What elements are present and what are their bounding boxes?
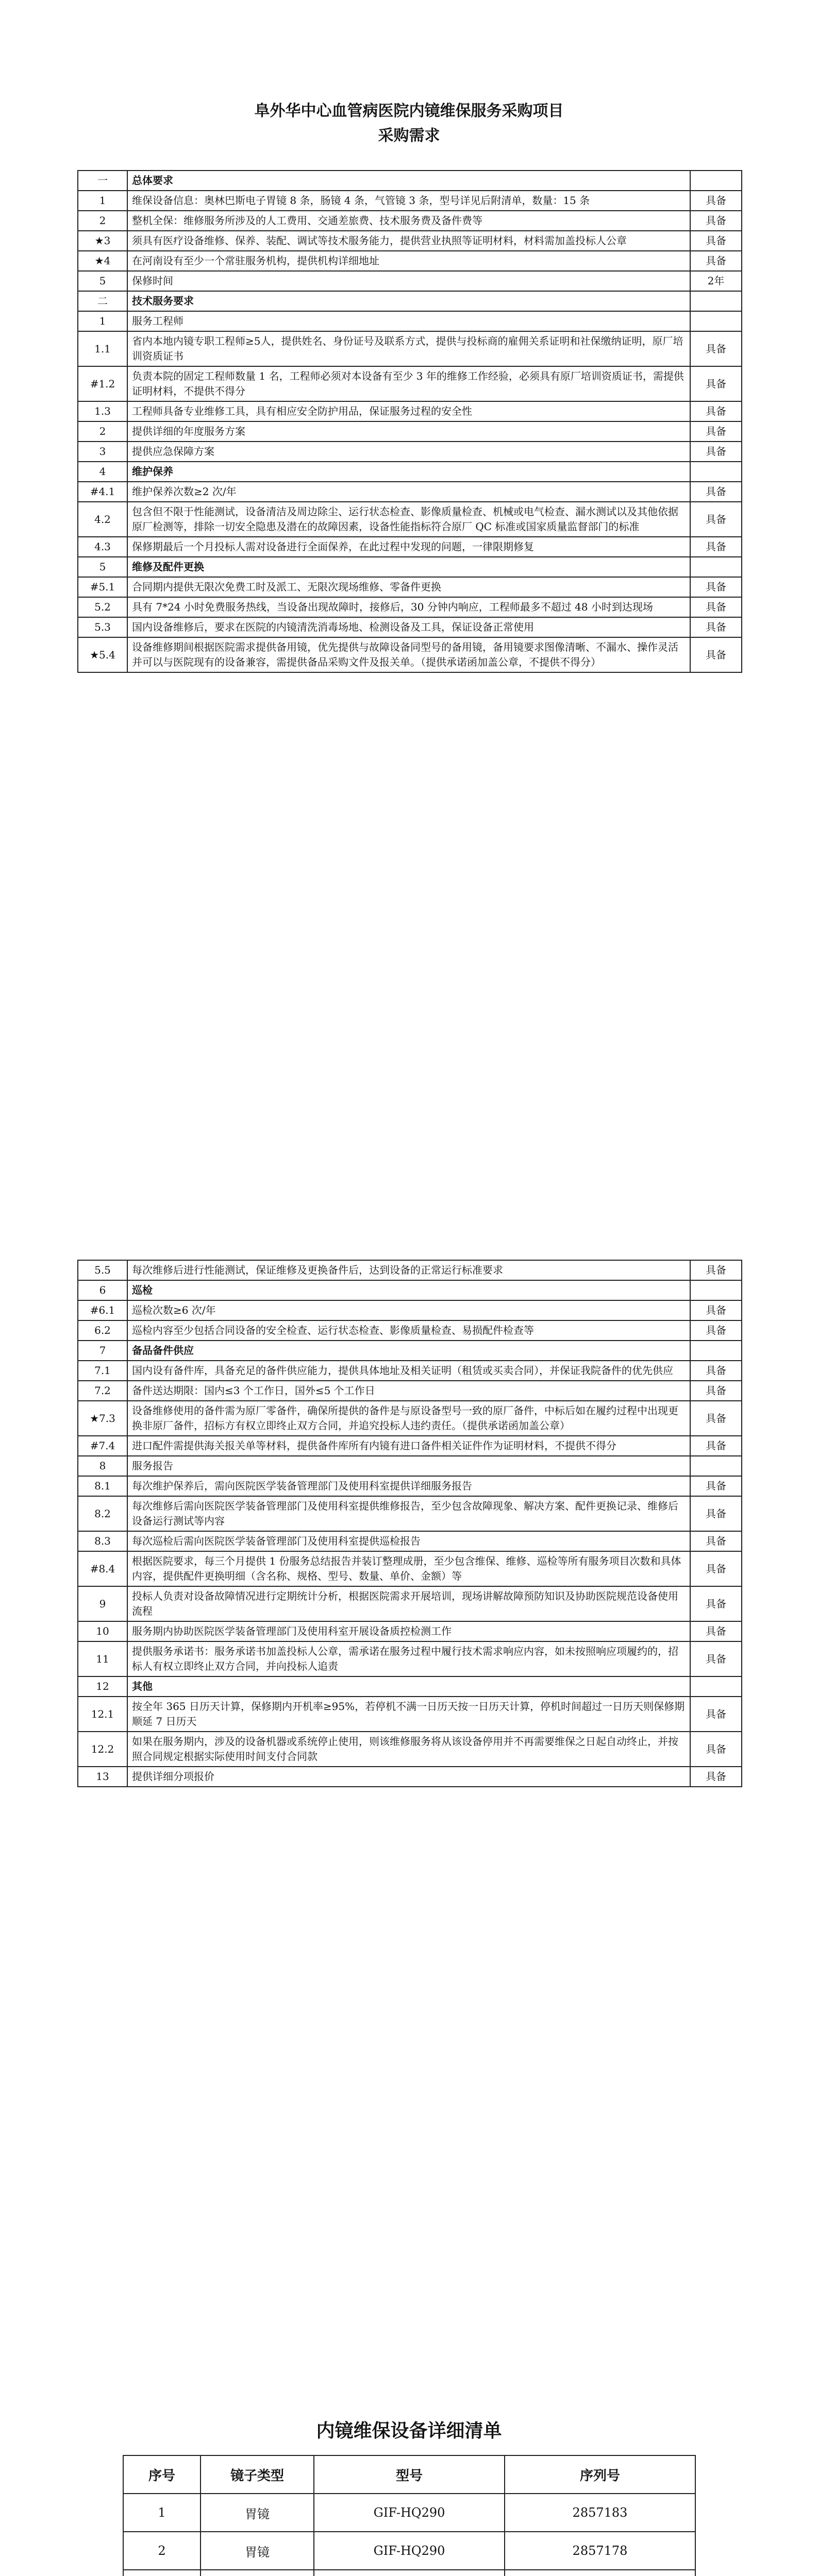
row-index: 1: [123, 2494, 201, 2532]
compliance-status: 具备: [690, 637, 742, 672]
item-number: 9: [78, 1586, 127, 1621]
compliance-status: [690, 557, 742, 577]
item-number: 1: [78, 191, 127, 211]
item-number: 2: [78, 421, 127, 442]
requirement-text: 备件送达期限：国内≤3 个工作日，国外≤5 个工作日: [127, 1381, 690, 1401]
requirement-text: 提供服务承诺书：服务承诺书加盖投标人公章，需承诺在服务过程中履行技术需求响应内容，如未按照响应项履约的，招标人有权立即终止双方合同，并向投标人追责: [127, 1641, 690, 1676]
compliance-status: 具备: [690, 211, 742, 231]
item-number: #8.4: [78, 1551, 127, 1586]
compliance-status: 具备: [690, 502, 742, 537]
compliance-status: 具备: [690, 331, 742, 366]
requirement-row: [78, 1697, 742, 1732]
requirement-row: [78, 482, 742, 502]
compliance-status: [690, 1676, 742, 1697]
section-row: [78, 291, 742, 311]
requirement-row: [78, 231, 742, 251]
compliance-status: 具备: [690, 251, 742, 271]
item-number: 5: [78, 271, 127, 291]
compliance-status: 具备: [690, 1697, 742, 1732]
compliance-status: 具备: [690, 1621, 742, 1641]
requirement-row: [78, 1361, 742, 1381]
row-index: 2: [123, 2532, 201, 2570]
item-number: 2: [78, 211, 127, 231]
serial-number: [505, 2570, 695, 2576]
requirement-row: [78, 401, 742, 421]
compliance-status: 具备: [690, 1260, 742, 1280]
compliance-status: 2年: [690, 271, 742, 291]
equipment-table: [123, 2455, 696, 2576]
requirement-text: 每次维修后进行性能测试，保证维修及更换备件后，达到设备的正常运行标准要求: [127, 1260, 690, 1280]
section-row: [78, 1341, 742, 1361]
item-number: #1.2: [78, 366, 127, 401]
requirement-row: [78, 1300, 742, 1320]
requirement-text: 包含但不限于性能测试，设备清洁及周边除尘、运行状态检查、影像质量检查、机械或电气检查、漏水测试以及其他依据原厂检测等，排除一切安全隐患及潜在的故障因素，设备性能指标符合原厂 QC 标准或国家质量监督部门的标准: [127, 502, 690, 537]
compliance-status: 具备: [690, 1732, 742, 1767]
requirement-row: [78, 331, 742, 366]
compliance-status: 具备: [690, 231, 742, 251]
serial-number: 2857183: [505, 2494, 695, 2532]
section-row: [78, 1280, 742, 1300]
item-number: 4: [78, 462, 127, 482]
item-number: 5.2: [78, 597, 127, 617]
requirement-text: 每次维修后需向医院医学装备管理部门及使用科室提供维修报告，至少包含故障现象、解决方案、配件更换记录、维修后设备运行测试等内容: [127, 1496, 690, 1531]
requirement-text: 提供应急保障方案: [127, 442, 690, 462]
requirement-text: 备品备件供应: [127, 1341, 690, 1361]
requirement-text: 国内设备维修后，要求在医院的内镜清洗消毒场地、检测设备及工具，保证设备正常使用: [127, 617, 690, 637]
requirement-text: 整机全保：维修服务所涉及的人工费用、交通差旅费、技术服务费及备件费等: [127, 211, 690, 231]
scope-type: 胃镜: [201, 2494, 314, 2532]
item-number: 7.1: [78, 1361, 127, 1381]
compliance-status: [690, 462, 742, 482]
compliance-status: 具备: [690, 1476, 742, 1496]
item-number: 3: [78, 442, 127, 462]
requirement-row: [78, 537, 742, 557]
requirement-row: [78, 1401, 742, 1436]
requirement-row: [78, 421, 742, 442]
requirement-text: 维修及配件更换: [127, 557, 690, 577]
requirement-row: [78, 1586, 742, 1621]
item-number: 1.3: [78, 401, 127, 421]
compliance-status: [690, 1341, 742, 1361]
item-number: 4.2: [78, 502, 127, 537]
equipment-row: [123, 2570, 695, 2576]
requirement-row: [78, 1436, 742, 1456]
requirement-row: [78, 271, 742, 291]
equipment-row: [123, 2532, 695, 2570]
requirement-row: [78, 442, 742, 462]
item-number: 5.5: [78, 1260, 127, 1280]
requirements-table-part-1: [77, 170, 742, 673]
compliance-status: 具备: [690, 617, 742, 637]
header-serial: 序列号: [505, 2455, 695, 2494]
compliance-status: 具备: [690, 577, 742, 597]
item-number: 一: [78, 171, 127, 191]
compliance-status: 具备: [690, 1381, 742, 1401]
requirement-text: 进口配件需提供海关报关单等材料，提供备件库所有内镜有进口备件相关证件作为证明材料，不提供不得分: [127, 1436, 690, 1456]
compliance-status: 具备: [690, 1551, 742, 1586]
item-number: 8: [78, 1456, 127, 1476]
requirement-row: [78, 1456, 742, 1476]
requirement-row: [78, 191, 742, 211]
requirement-text: 服务工程师: [127, 311, 690, 331]
requirement-text: 其他: [127, 1676, 690, 1697]
compliance-status: [690, 291, 742, 311]
requirement-text: 服务报告: [127, 1456, 690, 1476]
equipment-list-title: 内镜维保设备详细清单: [316, 2420, 502, 2442]
requirement-text: 在河南设有至少一个常驻服务机构，提供机构详细地址: [127, 251, 690, 271]
requirement-text: 设备维修期间根据医院需求提供备用镜，优先提供与故障设备同型号的备用镜，备用镜要求图像清晰、不漏水、操作灵活并可以与医院现有的设备兼容，需提供备品采购文件及报关单。（提供承诺函加盖公章，不提供不得分）: [127, 637, 690, 672]
requirement-text: 每次维护保养后，需向医院医学装备管理部门及使用科室提供详细服务报告: [127, 1476, 690, 1496]
requirement-text: 巡检: [127, 1280, 690, 1300]
requirement-text: 国内设有备件库，具备充足的备件供应能力，提供具体地址及相关证明（租赁或买卖合同），并保证我院备件的优先供应: [127, 1361, 690, 1381]
section-row: [78, 462, 742, 482]
item-number: 7.2: [78, 1381, 127, 1401]
item-number: #5.1: [78, 577, 127, 597]
item-number: ★5.4: [78, 637, 127, 672]
compliance-status: 具备: [690, 1641, 742, 1676]
compliance-status: 具备: [690, 366, 742, 401]
requirement-text: 按全年 365 日历天计算，保修期内开机率≥95%，若停机不满一日历天按一日历天计算，停机时间超过一日历天则保修期顺延 7 日历天: [127, 1697, 690, 1732]
item-number: 12.1: [78, 1697, 127, 1732]
compliance-status: 具备: [690, 1767, 742, 1787]
item-number: 1.1: [78, 331, 127, 366]
section-row: [78, 1676, 742, 1697]
scope-model: GIF-HQ290: [314, 2494, 505, 2532]
item-number: 5.3: [78, 617, 127, 637]
compliance-status: 具备: [690, 442, 742, 462]
section-row: [78, 171, 742, 191]
compliance-status: 具备: [690, 1436, 742, 1456]
item-number: 12: [78, 1676, 127, 1697]
requirement-row: [78, 637, 742, 672]
item-number: 8.1: [78, 1476, 127, 1496]
requirement-text: 提供详细的年度服务方案: [127, 421, 690, 442]
row-index: [123, 2570, 201, 2576]
item-number: #4.1: [78, 482, 127, 502]
requirement-row: [78, 1551, 742, 1586]
requirement-text: 设备维修使用的备件需为原厂零备件，确保所提供的备件是与原设备型号一致的原厂备件，中标后如在履约过程中出现更换非原厂备件，招标方有权立即终止双方合同，并追究投标人违约责任。（提供承诺函加盖公章）: [127, 1401, 690, 1436]
item-number: 8.2: [78, 1496, 127, 1531]
compliance-status: 具备: [690, 1320, 742, 1341]
scope-type: 胃镜: [201, 2532, 314, 2570]
scope-model: [314, 2570, 505, 2576]
compliance-status: 具备: [690, 401, 742, 421]
item-number: 6.2: [78, 1320, 127, 1341]
scope-model: GIF-HQ290: [314, 2532, 505, 2570]
compliance-status: 具备: [690, 191, 742, 211]
requirements-table-part-2: [77, 1260, 742, 1787]
requirement-row: [78, 1381, 742, 1401]
requirement-row: [78, 617, 742, 637]
requirement-row: [78, 1531, 742, 1551]
item-number: ★3: [78, 231, 127, 251]
item-number: ★7.3: [78, 1401, 127, 1436]
requirement-text: 工程师具备专业维修工具，具有相应安全防护用品，保证服务过程的安全性: [127, 401, 690, 421]
header-index: 序号: [123, 2455, 201, 2494]
item-number: #7.4: [78, 1436, 127, 1456]
compliance-status: [690, 1280, 742, 1300]
document-title: 阜外华中心血管病医院内镜维保服务采购项目: [254, 102, 564, 120]
compliance-status: 具备: [690, 421, 742, 442]
section-row: [78, 557, 742, 577]
equipment-row: [123, 2494, 695, 2532]
requirement-text: 须具有医疗设备维修、保养、装配、调试等技术服务能力，提供营业执照等证明材料，材料需加盖投标人公章: [127, 231, 690, 251]
header-model: 型号: [314, 2455, 505, 2494]
item-number: ★4: [78, 251, 127, 271]
requirement-row: [78, 577, 742, 597]
item-number: 10: [78, 1621, 127, 1641]
requirement-text: 每次巡检后需向医院医学装备管理部门及使用科室提供巡检报告: [127, 1531, 690, 1551]
requirement-text: 投标人负责对设备故障情况进行定期统计分析，根据医院需求开展培训，现场讲解故障预防知识及协助医院规范设备使用流程: [127, 1586, 690, 1621]
requirement-text: 总体要求: [127, 171, 690, 191]
requirement-text: 巡检内容至少包括合同设备的安全检查、运行状态检查、影像质量检查、易损配件检查等: [127, 1320, 690, 1341]
item-number: 5: [78, 557, 127, 577]
requirement-row: [78, 1621, 742, 1641]
compliance-status: 具备: [690, 1401, 742, 1436]
compliance-status: [690, 1456, 742, 1476]
requirement-text: 维保设备信息：奥林巴斯电子胃镜 8 条，肠镜 4 条，气管镜 3 条，型号详见后附清单，数量：15 条: [127, 191, 690, 211]
scope-type: [201, 2570, 314, 2576]
item-number: 6: [78, 1280, 127, 1300]
requirement-row: [78, 1476, 742, 1496]
requirement-row: [78, 1320, 742, 1341]
item-number: 13: [78, 1767, 127, 1787]
requirement-text: 如果在服务期内，涉及的设备机器或系统停止使用，则该维修服务将从该设备停用并不再需要维保之日起自动终止，并按照合同规定根据实际使用时间支付合同款: [127, 1732, 690, 1767]
requirement-row: [78, 366, 742, 401]
compliance-status: 具备: [690, 1586, 742, 1621]
item-number: #6.1: [78, 1300, 127, 1320]
compliance-status: 具备: [690, 482, 742, 502]
compliance-status: 具备: [690, 597, 742, 617]
item-number: 7: [78, 1341, 127, 1361]
item-number: 二: [78, 291, 127, 311]
serial-number: 2857178: [505, 2532, 695, 2570]
requirement-text: 具有 7*24 小时免费服务热线，当设备出现故障时，接修后，30 分钟内响应，工程师最多不超过 48 小时到达现场: [127, 597, 690, 617]
compliance-status: [690, 311, 742, 331]
requirement-text: 保修期最后一个月投标人需对设备进行全面保养，在此过程中发现的问题，一律限期修复: [127, 537, 690, 557]
compliance-status: 具备: [690, 1300, 742, 1320]
item-number: 12.2: [78, 1732, 127, 1767]
requirement-text: 负责本院的固定工程师数量 1 名，工程师必须对本设备有至少 3 年的维修工作经验，必须具有原厂培训资质证书，需提供证明材料，不提供不得分: [127, 366, 690, 401]
requirement-row: [78, 597, 742, 617]
requirement-row: [78, 502, 742, 537]
requirement-row: [78, 1732, 742, 1767]
requirement-text: 合同期内提供无限次免费工时及派工、无限次现场维修、零备件更换: [127, 577, 690, 597]
item-number: 11: [78, 1641, 127, 1676]
compliance-status: [690, 171, 742, 191]
document-subtitle: 采购需求: [378, 127, 440, 145]
requirement-row: [78, 1260, 742, 1280]
requirement-text: 根据医院要求，每三个月提供 1 份服务总结报告并装订整理成册，至少包含维保、维修、巡检等所有服务项目次数和具体内容，提供配件更换明细（含名称、规格、型号、数量、单价、金额）等: [127, 1551, 690, 1586]
compliance-status: 具备: [690, 1531, 742, 1551]
requirement-text: 省内本地内镜专职工程师≥5人，提供姓名、身份证号及联系方式，提供与投标商的雇佣关系证明和社保缴纳证明，原厂培训资质证书: [127, 331, 690, 366]
compliance-status: 具备: [690, 1361, 742, 1381]
requirement-text: 提供详细分项报价: [127, 1767, 690, 1787]
requirement-row: [78, 311, 742, 331]
requirement-row: [78, 251, 742, 271]
requirement-text: 巡检次数≥6 次/年: [127, 1300, 690, 1320]
compliance-status: 具备: [690, 537, 742, 557]
requirement-text: 维护保养: [127, 462, 690, 482]
requirement-row: [78, 211, 742, 231]
requirement-row: [78, 1496, 742, 1531]
item-number: 8.3: [78, 1531, 127, 1551]
equipment-header-row: [123, 2455, 695, 2494]
requirement-row: [78, 1641, 742, 1676]
requirement-text: 技术服务要求: [127, 291, 690, 311]
requirement-text: 保修时间: [127, 271, 690, 291]
header-scope-type: 镜子类型: [201, 2455, 314, 2494]
compliance-status: 具备: [690, 1496, 742, 1531]
requirement-row: [78, 1767, 742, 1787]
requirement-text: 维护保养次数≥2 次/年: [127, 482, 690, 502]
item-number: 1: [78, 311, 127, 331]
item-number: 4.3: [78, 537, 127, 557]
requirement-text: 服务期内协助医院医学装备管理部门及使用科室开展设备质控检测工作: [127, 1621, 690, 1641]
